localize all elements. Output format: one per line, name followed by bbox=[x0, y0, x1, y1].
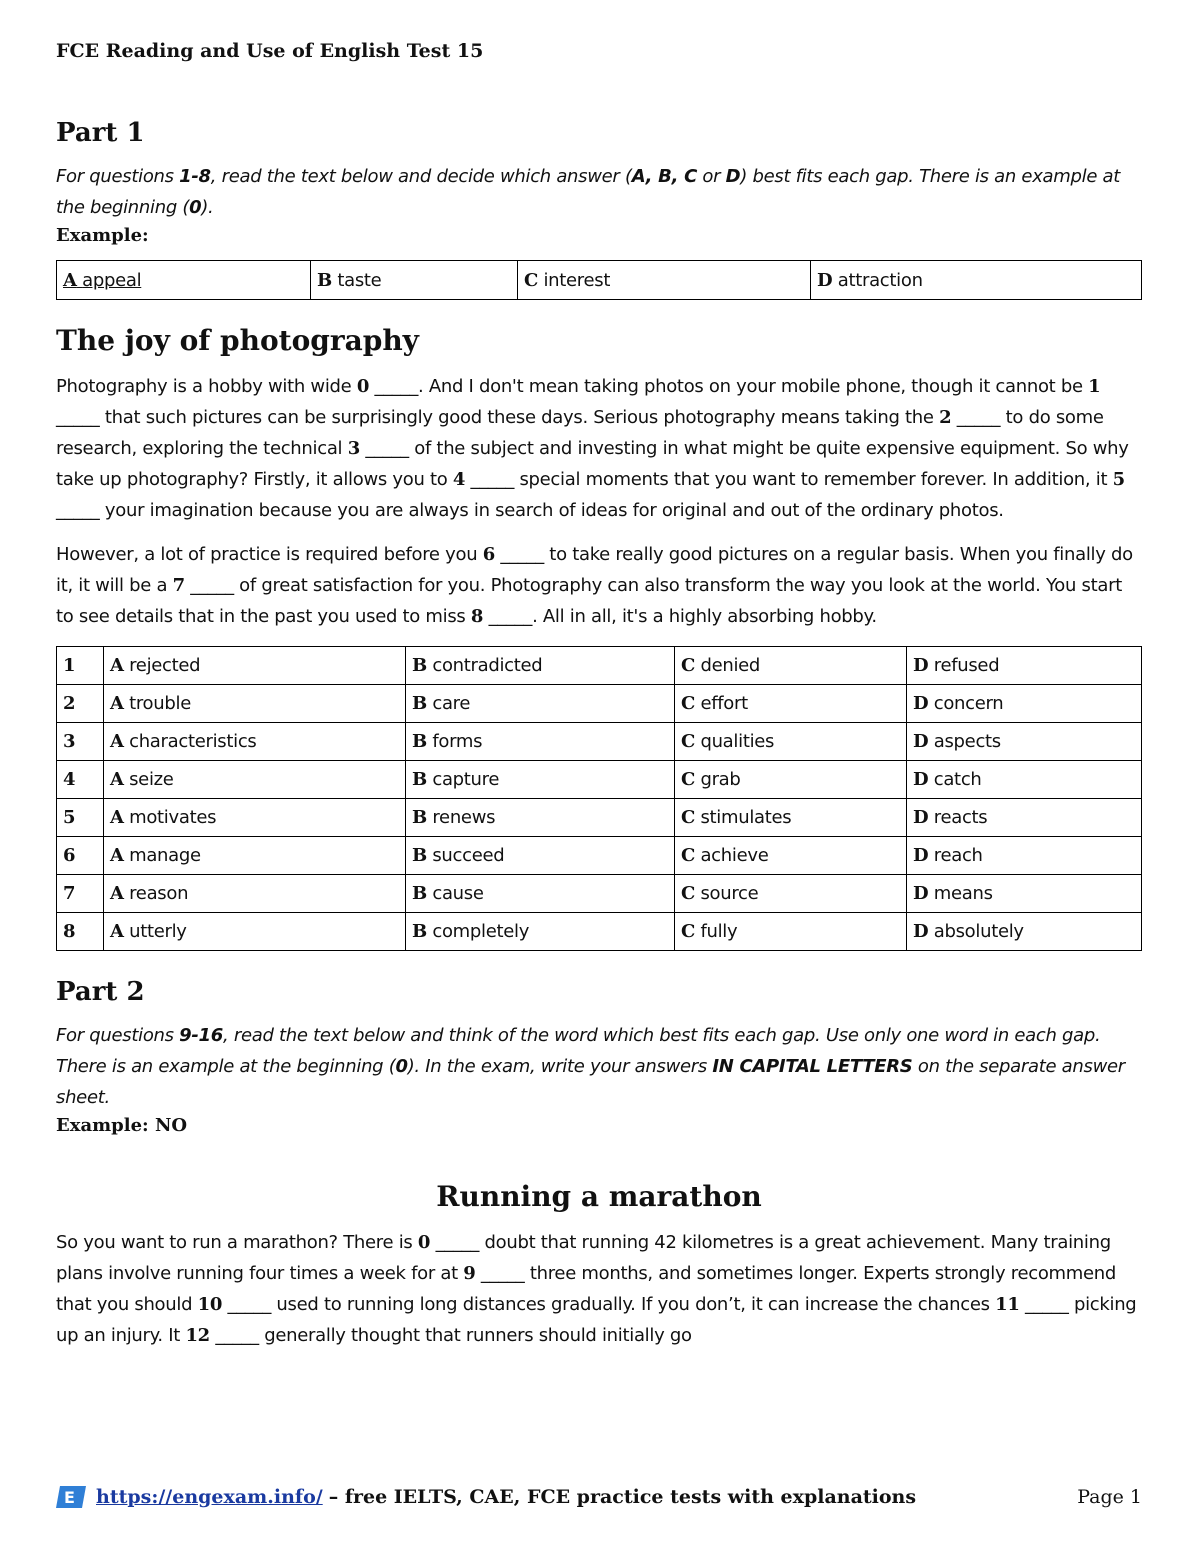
part2-heading: Part 2 bbox=[56, 977, 145, 1008]
page-header-title: FCE Reading and Use of English Test 15 bbox=[56, 40, 484, 62]
option-a: A trouble bbox=[104, 685, 406, 723]
question-row bbox=[57, 761, 1142, 799]
example-option-c: C interest bbox=[518, 261, 811, 300]
part2-text-title: Running a marathon bbox=[436, 1180, 762, 1214]
option-c: C stimulates bbox=[675, 799, 907, 837]
option-a: A rejected bbox=[104, 647, 406, 685]
svg-text:E: E bbox=[64, 1488, 75, 1507]
option-b: B care bbox=[406, 685, 675, 723]
option-d: D catch bbox=[907, 761, 1142, 799]
example-table bbox=[56, 260, 1142, 300]
option-b: B renews bbox=[406, 799, 675, 837]
question-number: 6 bbox=[57, 837, 104, 875]
option-a: A manage bbox=[104, 837, 406, 875]
option-d: D means bbox=[907, 875, 1142, 913]
question-number: 2 bbox=[57, 685, 104, 723]
option-b: B succeed bbox=[406, 837, 675, 875]
options-table bbox=[56, 646, 1142, 951]
part1-instructions: For questions 1-8, read the text below and decide which answer (A, B, C or D) best fits each gap. There is an example at the beginning (0). bbox=[56, 166, 1121, 219]
option-b: B completely bbox=[406, 913, 675, 951]
part2-example: Example: NO bbox=[56, 1115, 188, 1137]
engexam-link[interactable]: https://engexam.info/ bbox=[96, 1486, 323, 1508]
part2-instructions: For questions 9-16, read the text below and think of the word which best fits each gap. Use only one word in each gap. There is an example at the beginning (0). In the exam, write your answers IN CAPITAL LETTERS on the separate answer sheet. bbox=[56, 1025, 1125, 1109]
example-option-d: D attraction bbox=[811, 261, 1142, 300]
question-row bbox=[57, 875, 1142, 913]
document-content bbox=[56, 118, 1142, 1364]
option-b: B contradicted bbox=[406, 647, 675, 685]
question-number: 1 bbox=[57, 647, 104, 685]
question-row bbox=[57, 647, 1142, 685]
question-row bbox=[57, 799, 1142, 837]
option-c: C qualities bbox=[675, 723, 907, 761]
part1-text-title: The joy of photography bbox=[56, 324, 419, 358]
option-b: B cause bbox=[406, 875, 675, 913]
option-d: D concern bbox=[907, 685, 1142, 723]
option-d: D aspects bbox=[907, 723, 1142, 761]
page-number: Page 1 bbox=[1077, 1486, 1142, 1508]
page-footer bbox=[56, 1486, 1142, 1508]
example-option-a: A appeal bbox=[57, 261, 311, 300]
option-b: B forms bbox=[406, 723, 675, 761]
option-c: C grab bbox=[675, 761, 907, 799]
option-a: A motivates bbox=[104, 799, 406, 837]
question-number: 4 bbox=[57, 761, 104, 799]
question-row bbox=[57, 723, 1142, 761]
option-b: B capture bbox=[406, 761, 675, 799]
part2-paragraph: So you want to run a marathon? There is 0 _____ doubt that running 42 kilometres is a great achievement. Many training plans involve running four times a week for at 9 _____ three months, and sometimes longer. Experts strongly recommend that you should 10 _____ used to running long distances gradually. If you don’t, it can increase the chances 11 _____ picking up an injury. It 12 _____ generally thought that runners should initially go bbox=[56, 1232, 1137, 1347]
question-row bbox=[57, 685, 1142, 723]
example-option-b: B taste bbox=[311, 261, 518, 300]
option-d: D reacts bbox=[907, 799, 1142, 837]
question-number: 7 bbox=[57, 875, 104, 913]
option-a: A utterly bbox=[104, 913, 406, 951]
option-d: D absolutely bbox=[907, 913, 1142, 951]
part1-heading: Part 1 bbox=[56, 118, 145, 148]
question-number: 8 bbox=[57, 913, 104, 951]
option-a: A seize bbox=[104, 761, 406, 799]
question-number: 5 bbox=[57, 799, 104, 837]
part1-paragraph-2: However, a lot of practice is required before you 6 _____ to take really good pictures on a regular basis. When you finally do it, it will be a 7 _____ of great satisfaction for you. Photography can also transform the way you look at the world. You start to see details that in the past you used to miss 8 _____. All in all, it's a highly absorbing hobby. bbox=[56, 544, 1133, 628]
engexam-logo-icon bbox=[56, 1486, 86, 1508]
option-c: C effort bbox=[675, 685, 907, 723]
option-d: D refused bbox=[907, 647, 1142, 685]
option-c: C denied bbox=[675, 647, 907, 685]
example-row bbox=[57, 261, 1142, 300]
option-c: C source bbox=[675, 875, 907, 913]
option-c: C fully bbox=[675, 913, 907, 951]
question-number: 3 bbox=[57, 723, 104, 761]
option-a: A reason bbox=[104, 875, 406, 913]
option-d: D reach bbox=[907, 837, 1142, 875]
question-row bbox=[57, 913, 1142, 951]
part1-example-label: Example: bbox=[56, 225, 149, 247]
question-row bbox=[57, 837, 1142, 875]
option-a: A characteristics bbox=[104, 723, 406, 761]
option-c: C achieve bbox=[675, 837, 907, 875]
footer-tagline: – free IELTS, CAE, FCE practice tests with explanations bbox=[328, 1486, 917, 1508]
part1-paragraph-1: Photography is a hobby with wide 0 _____. And I don't mean taking photos on your mobile phone, though it cannot be 1 _____ that such pictures can be surprisingly good these days. Serious photography means taking the 2 _____ to do some research, exploring the technical 3 _____ of the subject and investing in what might be quite expensive equipment. So why take up photography? Firstly, it allows you to 4 _____ special moments that you want to remember forever. In addition, it 5 _____ your imagination because you are always in search of ideas for original and out of the ordinary photos. bbox=[56, 376, 1129, 522]
